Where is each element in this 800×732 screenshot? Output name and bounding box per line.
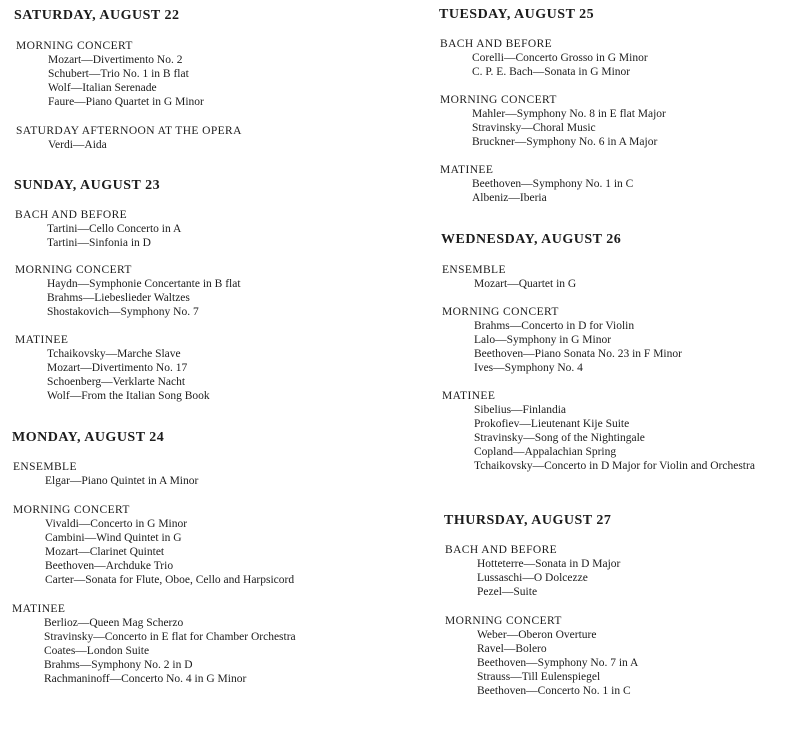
program-section [16, 124, 242, 152]
piece-item: Mozart—Quartet in G [474, 278, 577, 290]
piece-item: C. P. E. Bach—Sonata in G Minor [472, 66, 631, 78]
section-title: MORNING CONCERT [16, 40, 133, 52]
piece-list [15, 347, 210, 403]
piece-item: Wolf—Italian Serenade [48, 82, 157, 94]
piece-list [16, 138, 242, 152]
day-heading: SUNDAY, AUGUST 23 [14, 178, 161, 193]
section-title: MORNING CONCERT [15, 264, 132, 276]
section-title: MATINEE [440, 164, 494, 176]
day-heading: MONDAY, AUGUST 24 [12, 430, 165, 445]
program-section [12, 602, 296, 686]
program-section [440, 93, 666, 149]
piece-item: Bruckner—Symphony No. 6 in A Major [472, 136, 658, 148]
piece-item: Cambini—Wind Quintet in G [45, 532, 182, 544]
piece-item: Haydn—Symphonie Concertante in B flat [47, 278, 241, 290]
piece-item: Corelli—Concerto Grosso in G Minor [472, 52, 648, 64]
piece-item: Mozart—Divertimento No. 17 [47, 362, 188, 374]
program-section [15, 263, 241, 319]
piece-list [442, 319, 682, 375]
program-section [442, 305, 682, 375]
program-section [440, 37, 648, 79]
piece-item: Beethoven—Concerto No. 1 in C [477, 685, 631, 697]
program-section [13, 460, 198, 488]
section-title: MORNING CONCERT [445, 615, 562, 627]
piece-item: Coates—London Suite [44, 645, 150, 657]
piece-item: Ives—Symphony No. 4 [474, 362, 583, 374]
section-title: SATURDAY AFTERNOON AT THE OPERA [16, 125, 242, 137]
piece-item: Verdi—Aida [48, 139, 107, 151]
program-section [13, 503, 294, 587]
piece-item: Shostakovich—Symphony No. 7 [47, 306, 199, 318]
program-section [15, 333, 210, 403]
section-title: MATINEE [12, 603, 66, 615]
piece-list [445, 628, 638, 698]
section-title: MATINEE [15, 334, 69, 346]
piece-item: Mahler—Symphony No. 8 in E flat Major [472, 108, 666, 120]
section-title: MORNING CONCERT [442, 306, 559, 318]
day-heading: WEDNESDAY, AUGUST 26 [441, 232, 622, 247]
piece-item: Copland—Appalachian Spring [474, 446, 617, 458]
piece-list [12, 616, 296, 686]
piece-item: Beethoven—Symphony No. 1 in C [472, 178, 634, 190]
piece-item: Wolf—From the Italian Song Book [47, 390, 210, 402]
section-title: BACH AND BEFORE [440, 38, 553, 50]
piece-item: Strauss—Till Eulenspiegel [477, 671, 601, 683]
piece-list [15, 222, 181, 250]
piece-list [13, 474, 198, 488]
piece-item: Pezel—Suite [477, 586, 538, 598]
piece-item: Schoenberg—Verklarte Nacht [47, 376, 186, 388]
piece-list [442, 403, 784, 473]
program-section [442, 263, 576, 291]
piece-item: Stravinsky—Choral Music [472, 122, 596, 134]
program-section [445, 614, 638, 698]
day-heading: TUESDAY, AUGUST 25 [439, 7, 595, 22]
piece-item: Stravinsky—Song of the Nightingale [474, 432, 645, 444]
piece-list [440, 177, 633, 205]
program-section [440, 163, 633, 205]
piece-item: Elgar—Piano Quintet in A Minor [45, 475, 199, 487]
piece-item: Vivaldi—Concerto in G Minor [45, 518, 188, 530]
program-section [16, 39, 204, 109]
piece-list [440, 51, 648, 79]
section-title: ENSEMBLE [13, 461, 77, 473]
piece-list [442, 277, 576, 291]
piece-item: Weber—Oberon Overture [477, 629, 597, 641]
piece-item: Beethoven—Piano Sonata No. 23 in F Minor [474, 348, 682, 360]
piece-item: Tchaikovsky—Marche Slave [47, 348, 181, 360]
piece-item: Ravel—Bolero [477, 643, 547, 655]
section-title: MORNING CONCERT [440, 94, 557, 106]
piece-item: Faure—Piano Quartet in G Minor [48, 96, 204, 108]
piece-item: Albeniz—Iberia [472, 192, 547, 204]
piece-item: Tartini—Cello Concerto in A [47, 223, 182, 235]
day-heading: SATURDAY, AUGUST 22 [14, 8, 180, 23]
piece-item: Beethoven—Archduke Trio [45, 560, 174, 572]
section-title: BACH AND BEFORE [445, 544, 558, 556]
piece-list [440, 107, 666, 149]
section-title: MATINEE [442, 390, 496, 402]
piece-item: Berlioz—Queen Mag Scherzo [44, 617, 184, 629]
piece-item: Carter—Sonata for Flute, Oboe, Cello and Harpsicord [45, 574, 295, 586]
piece-item: Sibelius—Finlandia [474, 404, 566, 416]
piece-list [15, 277, 241, 319]
piece-item: Lussaschi—O Dolcezze [477, 572, 588, 584]
section-title: ENSEMBLE [442, 264, 506, 276]
piece-item: Mozart—Clarinet Quintet [45, 546, 165, 558]
program-section [442, 389, 784, 473]
piece-item: Mozart—Divertimento No. 2 [48, 54, 183, 66]
piece-item: Hotteterre—Sonata in D Major [477, 558, 621, 570]
piece-item: Brahms—Concerto in D for Violin [474, 320, 635, 332]
piece-list [13, 517, 294, 587]
piece-item: Tchaikovsky—Concerto in D Major for Violin and Orchestra [474, 460, 755, 472]
piece-item: Stravinsky—Concerto in E flat for Chamber Orchestra [44, 631, 296, 643]
piece-item: Rachmaninoff—Concerto No. 4 in G Minor [44, 673, 247, 685]
section-title: MORNING CONCERT [13, 504, 130, 516]
section-title: BACH AND BEFORE [15, 209, 128, 221]
piece-list [16, 53, 204, 109]
piece-item: Schubert—Trio No. 1 in B flat [48, 68, 189, 80]
piece-item: Tartini—Sinfonia in D [47, 237, 151, 249]
day-heading: THURSDAY, AUGUST 27 [444, 513, 612, 528]
piece-item: Brahms—Symphony No. 2 in D [44, 659, 193, 671]
piece-item: Lalo—Symphony in G Minor [474, 334, 612, 346]
program-section [445, 543, 620, 599]
piece-item: Beethoven—Symphony No. 7 in A [477, 657, 639, 669]
piece-list [445, 557, 620, 599]
piece-item: Brahms—Liebeslieder Waltzes [47, 292, 190, 304]
program-section [15, 208, 181, 250]
piece-item: Prokofiev—Lieutenant Kije Suite [474, 418, 630, 430]
